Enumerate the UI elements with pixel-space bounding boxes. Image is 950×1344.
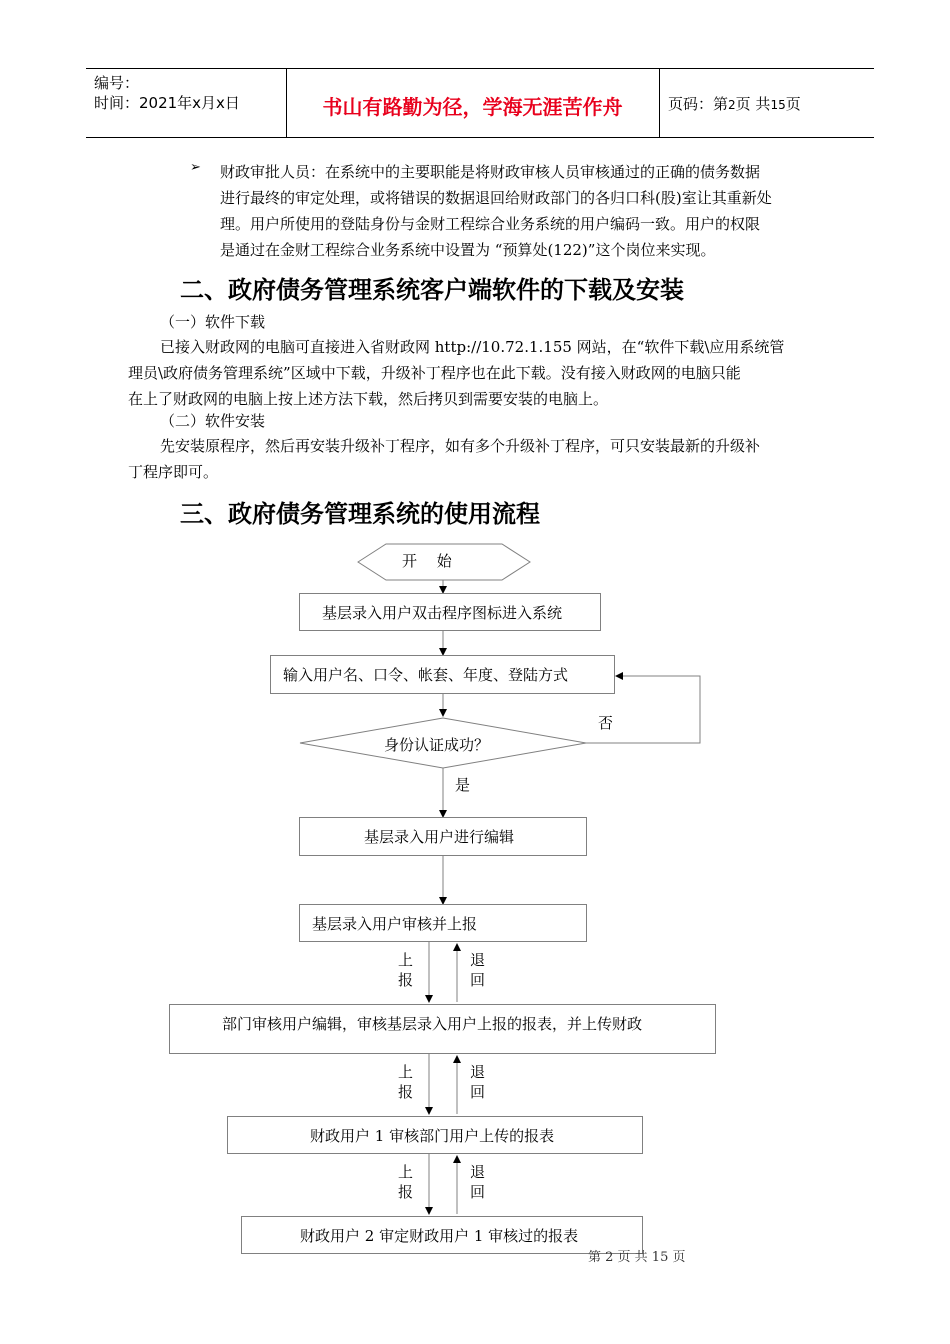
yes-label: 是 — [455, 776, 471, 794]
return-back-char: 回 — [470, 1183, 486, 1201]
subheading: （一）软件下载 — [160, 313, 266, 331]
flow-step-box — [241, 1216, 643, 1254]
page-current: 2 — [728, 98, 736, 112]
bullet-line: 理。用户所使用的登陆身份与金财工程综合业务系统的用户编码一致。用户的权限 — [220, 215, 761, 233]
flow-step-label: 输入用户名、口令、帐套、年度、登陆方式 — [283, 666, 569, 684]
return-back-char: 回 — [470, 1083, 486, 1101]
paragraph-line: 已接入财政网的电脑可直接进入省财政网 http://10.72.1.155 网站，在“软件下载\应用系统管 — [160, 338, 785, 356]
bullet-line: 进行最终的审定处理，或将错误的数据退回给财政部门的各归口科(股)室让其重新处 — [220, 189, 772, 207]
paragraph-line: 理员\政府债务管理系统”区域中下载，升级补丁程序也在此下载。没有接入财政网的电脑只能 — [128, 364, 741, 382]
bullet-line: 是通过在金财工程综合业务系统中设置为 “预算处(122)”这个岗位来实现。 — [220, 241, 716, 259]
return-back-label — [470, 1062, 485, 1102]
paragraph-line: 先安装原程序，然后再安装升级补丁程序，如有多个升级补丁程序，可只安装最新的升级补 — [160, 437, 761, 455]
page-footer: 第 2 页 共 15 页 — [588, 1250, 686, 1265]
flow-step-label: 基层录入用户审核并上报 — [312, 915, 478, 933]
number-label: 编号： — [94, 74, 140, 92]
report-up-char: 上 — [398, 951, 414, 969]
report-up-char: 上 — [398, 1063, 414, 1081]
flow-step-box — [299, 904, 587, 942]
report-up-char: 报 — [398, 1183, 414, 1201]
flow-step-label: 基层录入用户进行编辑 — [364, 828, 515, 846]
time-label: 时间：2021年x月x日 — [94, 94, 240, 112]
flow-step-label: 部门审核用户编辑，审核基层录入用户上报的报表，并上传财政 — [222, 1015, 643, 1033]
bullet-line: 财政审批人员：在系统中的主要职能是将财政审核人员审核通过的正确的债务数据 — [220, 163, 761, 181]
paragraph-line: 在上了财政网的电脑上按上述方法下载，然后拷贝到需要安装的电脑上。 — [128, 390, 609, 408]
flow-step-box — [299, 593, 601, 631]
bullet-arrow-icon: ➢ — [190, 160, 201, 175]
subheading: （二）软件安装 — [160, 412, 266, 430]
section-heading: 二、政府债务管理系统客户端软件的下载及安装 — [180, 276, 684, 304]
flow-step-box — [299, 817, 587, 856]
flow-step-label: 财政用户 2 审定财政用户 1 审核过的报表 — [300, 1227, 579, 1245]
flow-step-label: 财政用户 1 审核部门用户上传的报表 — [310, 1127, 555, 1145]
return-back-label — [470, 1162, 485, 1202]
report-up-char: 上 — [398, 1163, 414, 1181]
flow-step-box — [169, 1004, 716, 1054]
page-mid: 页 共 — [735, 95, 771, 113]
report-up-label — [398, 1062, 413, 1102]
header-motto: 书山有路勤为径，学海无涯苦作舟 — [322, 95, 623, 119]
section-heading: 三、政府债务管理系统的使用流程 — [180, 500, 540, 528]
report-up-char: 报 — [398, 1083, 414, 1101]
report-up-char: 报 — [398, 971, 414, 989]
return-back-label — [470, 950, 485, 990]
return-back-char: 退 — [470, 1163, 486, 1181]
flow-step-box — [270, 655, 615, 694]
decision-label: 身份认证成功？ — [384, 736, 490, 754]
paragraph-line: 丁程序即可。 — [128, 463, 219, 481]
report-up-label — [398, 1162, 413, 1202]
return-back-char: 退 — [470, 1063, 486, 1081]
flow-step-label: 基层录入用户双击程序图标进入系统 — [322, 604, 563, 622]
page-total: 15 — [770, 98, 786, 112]
page-suffix: 页 — [785, 95, 801, 113]
return-back-char: 退 — [470, 951, 486, 969]
no-label: 否 — [598, 714, 614, 732]
page-prefix: 页码：第 — [668, 95, 729, 113]
flow-step-box — [227, 1116, 643, 1154]
return-back-char: 回 — [470, 971, 486, 989]
report-up-label — [398, 950, 413, 990]
start-label: 开 始 — [402, 552, 452, 570]
